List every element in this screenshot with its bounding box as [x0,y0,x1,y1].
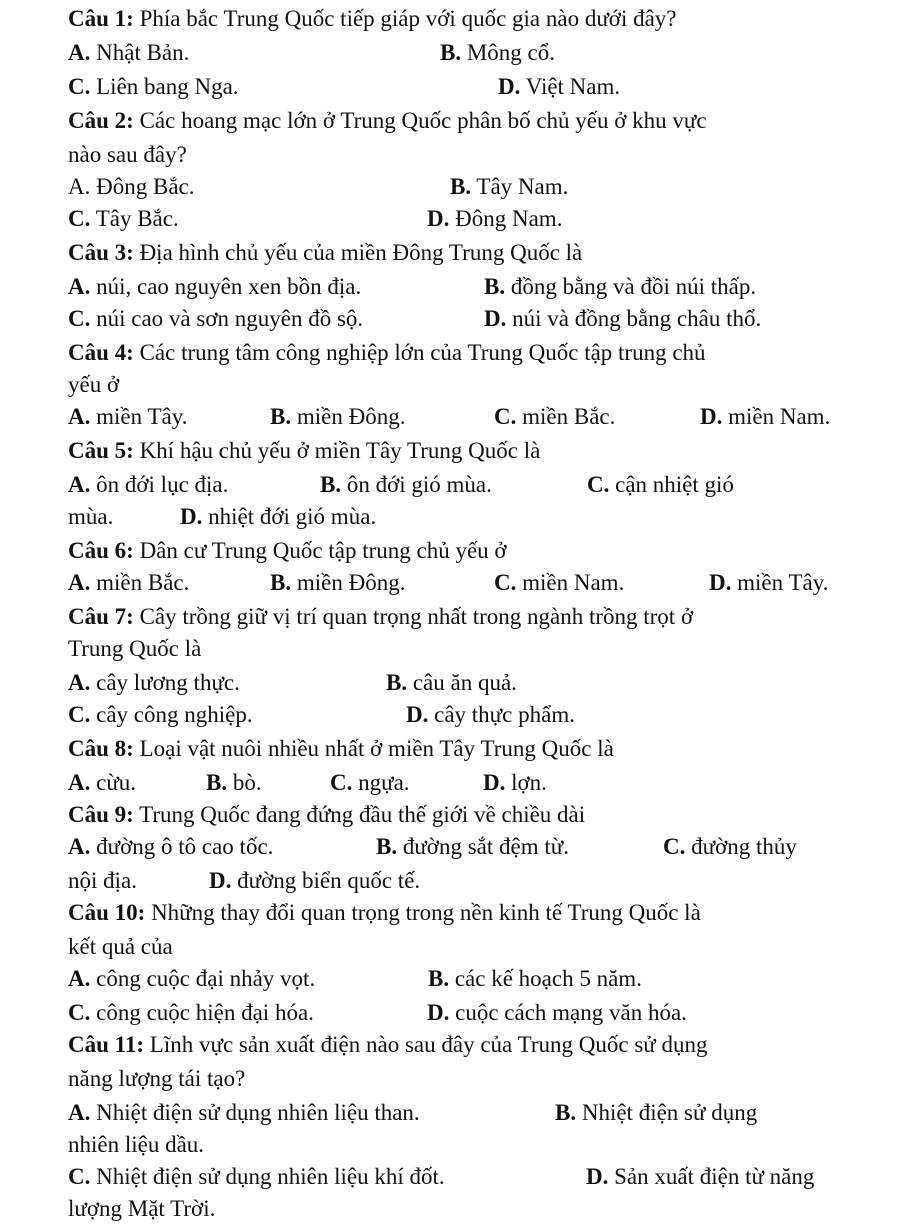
option-key: D. [406,702,429,727]
option-text: ôn đới gió mùa. [341,472,492,497]
question-label: Câu 11: [68,1032,145,1057]
option-text: miền Bắc. [516,404,616,429]
question-6 [68,536,507,566]
option-d [709,568,828,598]
option-c [68,700,253,730]
option-text: miền Nam. [722,404,831,429]
option-text: Việt Nam. [520,74,621,99]
option-text: công cuộc hiện đại hóa. [90,1000,314,1025]
question-text: Các trung tâm công nghiệp lớn của Trung Quốc tập trung chủ [133,340,706,365]
question-label: Câu 7: [68,604,134,629]
option-text: . Đông Bắc. [84,174,195,199]
option-key: A. [68,966,91,991]
question-text: Các hoang mạc lớn ở Trung Quốc phân bố chủ yếu ở khu vực [133,108,707,133]
option-c [68,204,179,234]
option-key: D. [483,770,506,795]
question-label: Câu 4: [68,340,134,365]
option-text: cây công nghiệp. [90,702,253,727]
question-10-continued: kết quả của [68,934,173,959]
question-label: Câu 6: [68,538,134,563]
option-text: cừu. [90,770,137,795]
option-a [68,568,189,598]
option-key: B. [320,472,342,497]
option-key: B. [270,404,292,429]
option-a [68,832,273,862]
option-text: miền Nam. [516,570,625,595]
question-label: Câu 1: [68,6,134,31]
question-text: Trung Quốc đang đứng đầu thế giới về chiều dài [133,802,586,827]
option-key: C. [68,306,91,331]
question-text: Cây trồng giữ vị trí quan trọng nhất trong ngành trồng trọt ở [133,604,694,629]
option-b [386,668,517,698]
option-a [68,964,315,994]
option-b [555,1098,757,1128]
option-text: núi cao và sơn nguyên đồ sộ. [90,306,364,331]
option-key: C. [494,570,517,595]
question-4-continued: yếu ở [68,372,120,397]
question-text: Địa hình chủ yếu của miền Đông Trung Quốc là [133,240,583,265]
option-c [68,998,314,1028]
option-text: cuộc cách mạng văn hóa. [449,1000,687,1025]
option-text: công cuộc đại nhảy vọt. [90,966,316,991]
question-text: Những thay đổi quan trọng trong nền kinh tế Trung Quốc là [145,900,701,925]
question-label: Câu 10: [68,900,146,925]
option-text: Mông cổ. [461,40,556,65]
question-label: Câu 8: [68,736,134,761]
option-d [586,1162,814,1192]
option-text: cây thực phẩm. [428,702,575,727]
option-d [483,768,547,798]
option-b [440,38,555,68]
option-text: nhiệt đới gió mùa. [202,504,377,529]
option-key: B. [555,1100,577,1125]
question-11 [68,1030,707,1060]
option-key: C. [68,1164,91,1189]
option-c [68,1162,445,1192]
option-key: A [68,174,85,199]
option-text: bò. [227,770,262,795]
question-2 [68,106,707,136]
option-key: B. [450,174,472,199]
option-key: C. [663,834,686,859]
option-text: Nhật Bản. [90,40,190,65]
option-text: đường thủy [685,834,797,859]
option-text: đường sắt đệm từ. [397,834,569,859]
option-key: D. [498,74,521,99]
option-text: các kế hoạch 5 năm. [449,966,642,991]
option-key: D. [586,1164,609,1189]
option-key: C. [494,404,517,429]
question-text: Khí hậu chủ yếu ở miền Tây Trung Quốc là [133,438,541,463]
option-c-continued: mùa. [68,504,114,529]
question-7-continued: Trung Quốc là [68,636,202,661]
option-key: A. [68,472,91,497]
option-text: đồng bằng và đồi núi thấp. [505,274,757,299]
option-key: D. [209,868,232,893]
option-key: A. [68,770,91,795]
option-b-continued: nhiên liệu dầu. [68,1132,205,1157]
option-text: cây lương thực. [90,670,240,695]
question-9 [68,800,585,830]
option-d [700,402,830,432]
option-key: B. [270,570,292,595]
option-a [68,668,240,698]
option-text: Liên bang Nga. [90,74,239,99]
option-key: A. [68,570,91,595]
option-text: Nhiệt điện sử dụng nhiên liệu than. [90,1100,420,1125]
question-label: Câu 2: [68,108,134,133]
option-b [270,568,405,598]
option-b [428,964,642,994]
option-text: ngựa. [352,770,410,795]
option-key: B. [428,966,450,991]
option-key: B. [440,40,462,65]
question-11-continued: năng lượng tái tạo? [68,1066,246,1091]
option-text: Đông Nam. [449,206,563,231]
option-text: đường biển quốc tế. [231,868,421,893]
option-key: C. [68,206,91,231]
question-text: Dân cư Trung Quốc tập trung chủ yếu ở [133,538,507,563]
question-label: Câu 3: [68,240,134,265]
option-c-continued: nội địa. [68,868,137,893]
option-key: C. [68,702,91,727]
option-b [450,172,568,202]
option-key: B. [376,834,398,859]
option-c [587,470,734,500]
option-key: A. [68,834,91,859]
option-b [320,470,492,500]
option-c [68,72,239,102]
option-text: núi, cao nguyên xen bồn địa. [90,274,362,299]
question-label: Câu 5: [68,438,134,463]
option-c [663,832,797,862]
option-key: B. [206,770,228,795]
option-a [68,272,361,302]
option-text: đường ô tô cao tốc. [90,834,274,859]
option-d-continued: lượng Mặt Trời. [68,1196,216,1221]
option-d [427,998,687,1028]
question-text: Lĩnh vực sản xuất điện nào sau đây của Trung Quốc sử dụng [144,1032,708,1057]
option-text: miền Đông. [291,570,406,595]
option-text: ôn đới lục địa. [90,472,229,497]
option-key: D. [709,570,732,595]
option-text: miền Bắc. [90,570,190,595]
option-text: núi và đồng bằng châu thổ. [506,306,762,331]
option-a [68,172,195,202]
option-text: cận nhiệt gió [609,472,734,497]
option-text: Tây Nam. [471,174,569,199]
option-c [494,402,615,432]
question-text: Phía bắc Trung Quốc tiếp giáp với quốc gia nào dưới đây? [133,6,677,31]
option-key: A. [68,40,91,65]
option-text: Nhiệt điện sử dụng nhiên liệu khí đốt. [90,1164,445,1189]
option-a [68,402,187,432]
option-d [484,304,761,334]
question-text: Loại vật nuôi nhiều nhất ở miền Tây Trung Quốc là [133,736,614,761]
option-key: D. [484,306,507,331]
option-key: B. [484,274,506,299]
option-text: Nhiệt điện sử dụng [576,1100,758,1125]
option-key: C. [68,1000,91,1025]
option-key: D. [427,1000,450,1025]
question-label: Câu 9: [68,802,134,827]
option-text: Sản xuất điện từ năng [608,1164,815,1189]
question-8 [68,734,614,764]
option-b [206,768,262,798]
option-a [68,38,189,68]
option-key: C. [587,472,610,497]
option-c [68,304,363,334]
question-3 [68,238,582,268]
option-d [406,700,575,730]
option-text: câu ăn quả. [407,670,517,695]
option-a [68,1098,420,1128]
option-text: miền Tây. [90,404,188,429]
option-c [494,568,624,598]
option-key: B. [386,670,408,695]
option-b [270,402,405,432]
question-4 [68,338,706,368]
option-b [376,832,569,862]
option-key: D. [427,206,450,231]
option-a [68,768,136,798]
option-key: A. [68,274,91,299]
option-d [427,204,562,234]
option-d [498,72,620,102]
option-d [180,502,376,532]
option-key: D. [180,504,203,529]
question-5 [68,436,540,466]
option-text: miền Đông. [291,404,406,429]
option-text: lợn. [505,770,547,795]
question-2-continued: nào sau đây? [68,142,187,167]
option-a [68,470,228,500]
option-key: A. [68,1100,91,1125]
option-key: C. [330,770,353,795]
option-d [209,866,420,896]
option-b [484,272,756,302]
question-1 [68,4,677,34]
question-7 [68,602,693,632]
option-key: C. [68,74,91,99]
option-key: A. [68,404,91,429]
option-text: Tây Bắc. [90,206,179,231]
option-c [330,768,410,798]
option-key: A. [68,670,91,695]
option-key: D. [700,404,723,429]
option-text: miền Tây. [731,570,829,595]
question-10 [68,898,701,928]
